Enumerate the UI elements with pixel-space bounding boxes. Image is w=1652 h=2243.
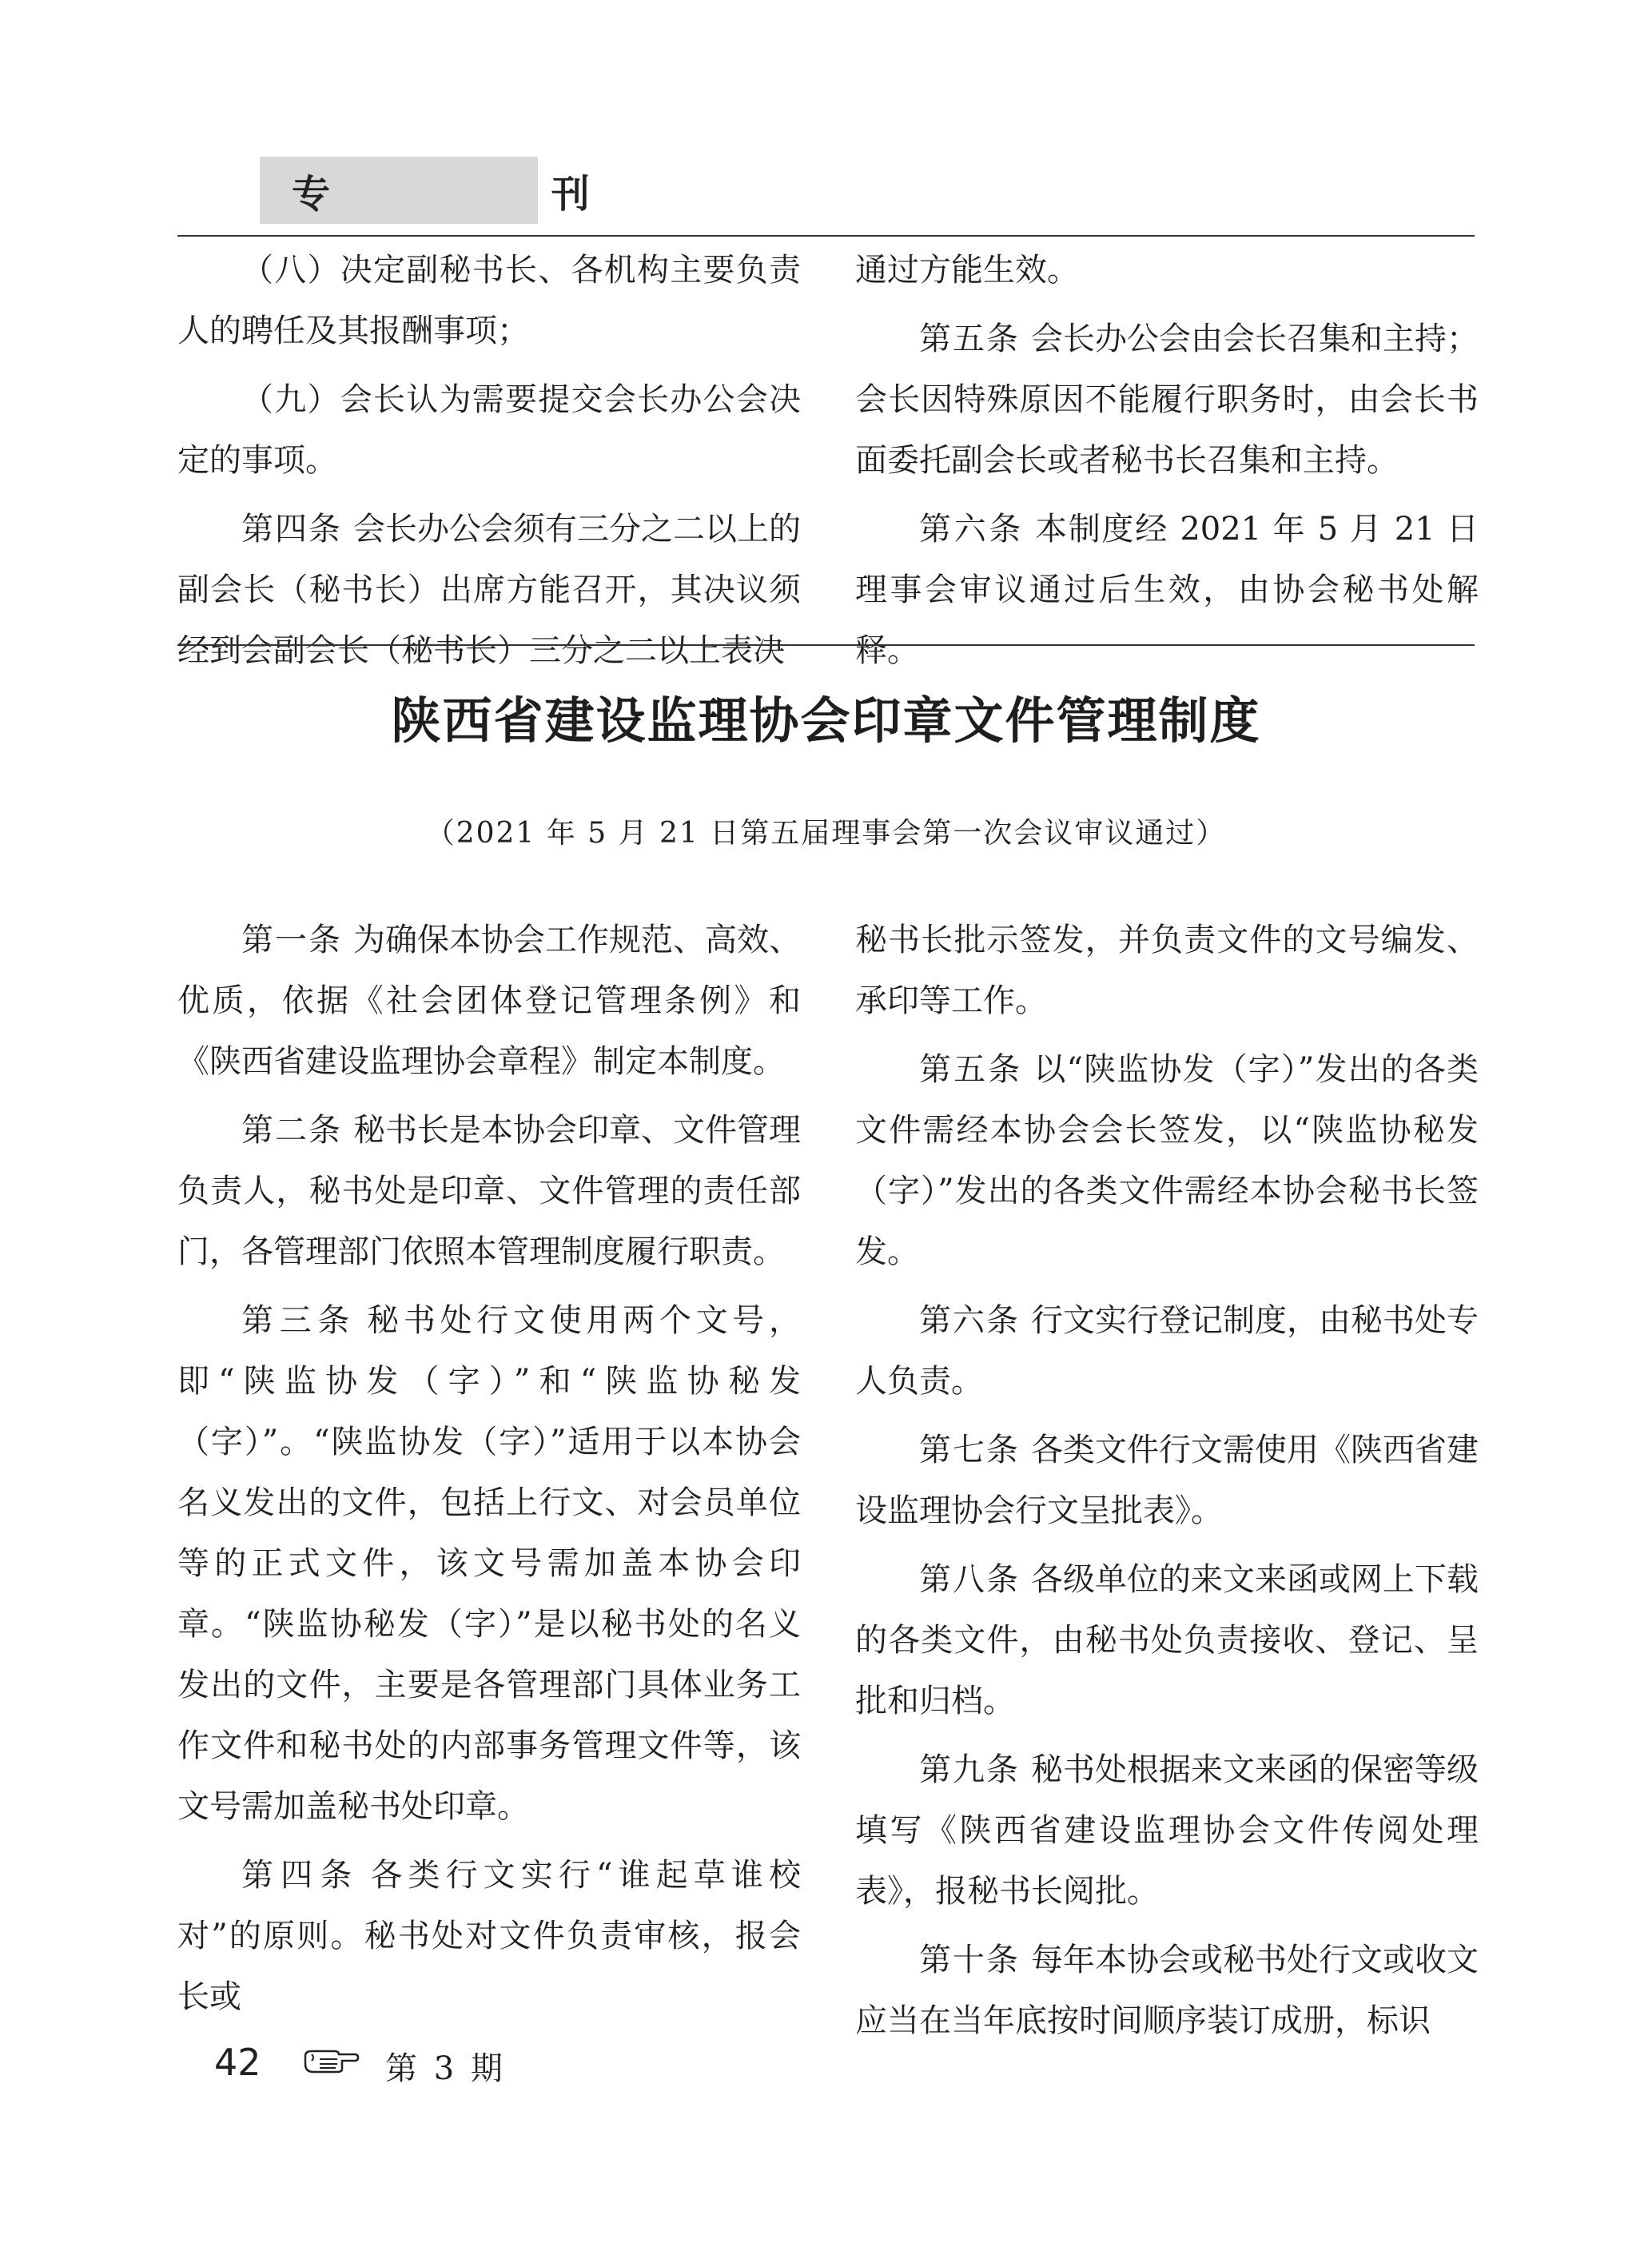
article-text: 每年本协会或秘书处行文或收文应当在当年底按时间顺序装订成册，标识 xyxy=(855,1942,1479,2039)
article-text: 本制度经 2021 年 5 月 21 日理事会审议通过后生效，由协会秘书处解释。 xyxy=(855,511,1479,669)
pointing-hand-icon xyxy=(302,2046,360,2074)
article-paragraph xyxy=(855,1420,1479,1541)
article-text: 各类文件行文需使用《陕西省建设监理协会行文呈批表》。 xyxy=(855,1432,1479,1529)
article-number: 第四条 xyxy=(241,511,342,548)
article-paragraph xyxy=(855,1739,1479,1922)
article-paragraph xyxy=(855,1549,1479,1731)
paragraph xyxy=(177,369,801,491)
body-left-column xyxy=(177,910,801,2035)
article-paragraph xyxy=(855,499,1479,681)
header-rule xyxy=(177,235,1475,237)
article-number: 第六条 xyxy=(919,511,1025,548)
paragraph-text: 通过方能生效。 xyxy=(855,252,1079,289)
article-text: 行文实行登记制度，由秘书处专人负责。 xyxy=(855,1302,1479,1400)
article-paragraph xyxy=(855,309,1479,491)
article-text: 秘书处根据来文来函的保密等级填写《陕西省建设监理协会文件传阅处理表》，报秘书长阅批。 xyxy=(855,1751,1479,1910)
article-paragraph xyxy=(177,1100,801,1282)
article-number: 第五条 xyxy=(919,1051,1023,1088)
article-number: 第一条 xyxy=(241,922,342,958)
page-number: 42 xyxy=(214,2041,261,2084)
top-left-column xyxy=(177,240,801,689)
paragraph-text: （八）决定副秘书长、各机构主要负责人的聘任及其报酬事项； xyxy=(177,252,801,349)
article-text: 各级单位的来文来函或网上下载的各类文件，由秘书处负责接收、登记、呈批和归档。 xyxy=(855,1561,1479,1719)
section-divider xyxy=(177,644,1475,646)
paragraph-text: （九）会长认为需要提交会长办公会决定的事项。 xyxy=(177,381,801,479)
article-number: 第三条 xyxy=(241,1302,356,1339)
article-text: 以“陕监协发（字）”发出的各类文件需经本协会会长签发，以“陕监协秘发（字）”发出的各类文件需经本协会秘书长签发。 xyxy=(855,1051,1479,1270)
section-header-tag xyxy=(260,157,694,224)
section-label: 专 刊 xyxy=(292,171,694,217)
paragraph-text: 秘书长批示签发，并负责文件的文号编发、承印等工作。 xyxy=(855,922,1479,1019)
article-paragraph xyxy=(177,1290,801,1837)
issue-label: 第 3 期 xyxy=(385,2050,506,2087)
article-paragraph xyxy=(177,910,801,1092)
article-paragraph xyxy=(177,499,801,681)
article-text: 秘书处行文使用两个文号，即“陕监协发（字）”和“陕监协秘发（字）”。“陕监协发（字）”适用于以本协会名义发出的文件，包括上行文、对会员单位等的正式文件，该文号需加盖本协会印章。“陕监协秘发（字）”是以秘书处的名义发出的文件，主要是各管理部门具体业务工作文件和秘书处的内部事务管理文件等，该文号需加盖秘书处印章。 xyxy=(177,1302,802,1825)
paragraph-continuation xyxy=(855,240,1479,301)
article-text: 各类行文实行“谁起草谁校对”的原则。秘书处对文件负责审核，报会长或 xyxy=(177,1857,802,2015)
article-paragraph xyxy=(855,1930,1479,2051)
article-text: 会长办公会由会长召集和主持；会长因特殊原因不能履行职务时，由会长书面委托副会长或者秘书长召集和主持。 xyxy=(855,321,1479,479)
top-right-column xyxy=(855,240,1479,689)
article-paragraph xyxy=(855,1290,1479,1412)
article-number: 第十条 xyxy=(919,1942,1020,1978)
article-paragraph xyxy=(177,1845,801,2027)
article-number: 第九条 xyxy=(919,1751,1020,1788)
article-number: 第六条 xyxy=(919,1302,1020,1339)
body-right-column xyxy=(855,910,1479,2059)
article-text: 会长办公会须有三分之二以上的副会长（秘书长）出席方能召开，其决议须经到会副会长（秘书长）三分之二以上表决 xyxy=(177,511,801,669)
article-number: 第八条 xyxy=(919,1561,1020,1598)
article-text: 秘书长是本协会印章、文件管理负责人，秘书处是印章、文件管理的责任部门，各管理部门依照本管理制度履行职责。 xyxy=(177,1112,801,1270)
article-number: 第四条 xyxy=(241,1857,360,1894)
document-subtitle: （2021 年 5 月 21 日第五届理事会第一次会议审议通过） xyxy=(425,817,1227,850)
paragraph-continuation xyxy=(855,910,1479,1031)
article-number: 第五条 xyxy=(919,321,1020,357)
article-text: 为确保本协会工作规范、高效、优质，依据《社会团体登记管理条例》和《陕西省建设监理协会章程》制定本制度。 xyxy=(177,922,801,1080)
article-number: 第七条 xyxy=(919,1432,1020,1468)
article-paragraph xyxy=(855,1039,1479,1282)
paragraph xyxy=(177,240,801,361)
document-title: 陕西省建设监理协会印章文件管理制度 xyxy=(391,691,1261,750)
article-number: 第二条 xyxy=(241,1112,342,1149)
